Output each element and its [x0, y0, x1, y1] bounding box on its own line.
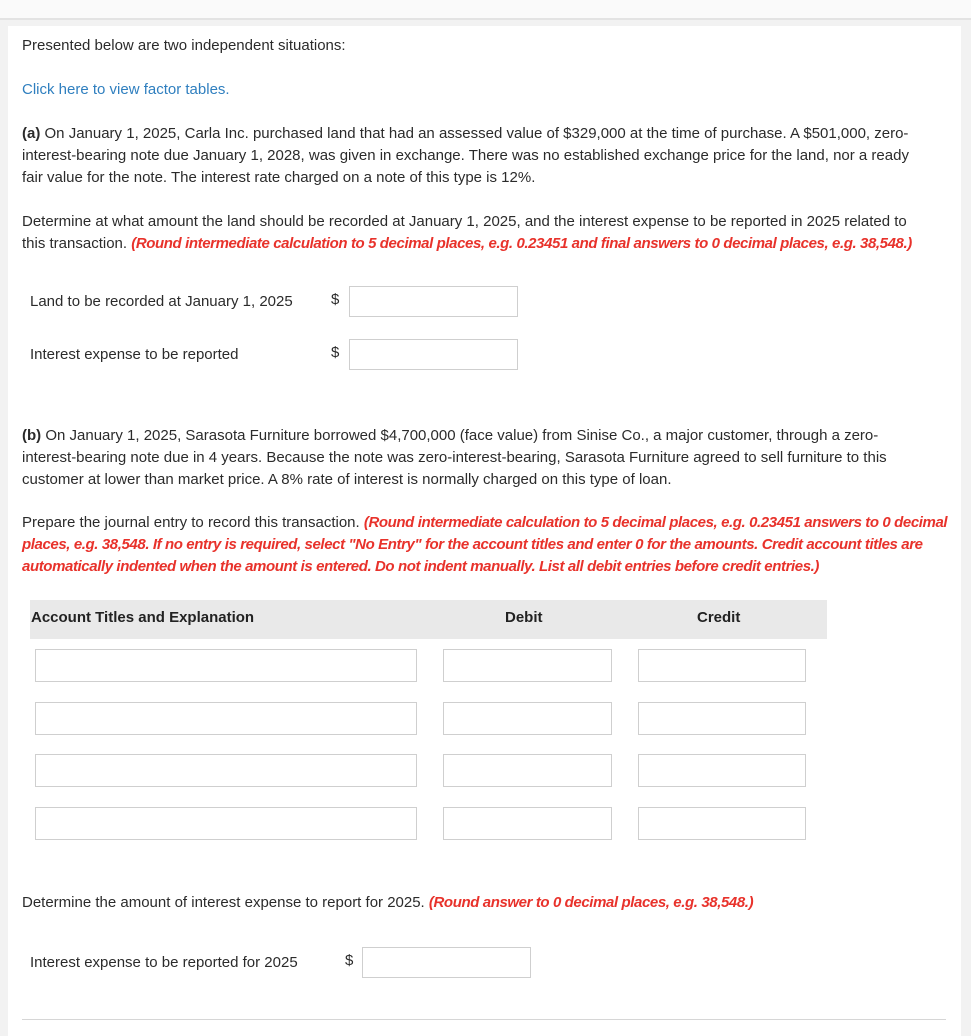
part-b-line2: interest-bearing note due in 4 years. Because the note was zero-interest-bearing, Sarasota Furniture agreed to sell furniture to this	[22, 449, 887, 466]
part-a-line2: interest-bearing note due January 1, 2028, was given in exchange. There was no established exchange price for the land, nor a ready	[22, 147, 909, 164]
interest-2025-input[interactable]	[362, 947, 531, 978]
debit-input-4[interactable]	[443, 807, 612, 840]
credit-input-1[interactable]	[638, 649, 806, 682]
part-b-instruction-line1: (Round intermediate calculation to 5 decimal places, e.g. 0.23451 answers to 0 decimal	[363, 514, 948, 531]
part-a-description	[22, 123, 952, 189]
credit-input-4[interactable]	[638, 807, 806, 840]
part-a-question-line1: Determine at what amount the land should be recorded at January 1, 2025, and the interest expense to be reported in 2025 related to	[22, 213, 907, 230]
credit-input-3[interactable]	[638, 754, 806, 787]
journal-entry-prompt: Prepare the journal entry to record this transaction.	[22, 514, 360, 531]
interest-expense-label: Interest expense to be reported	[30, 346, 239, 363]
debit-input-3[interactable]	[443, 754, 612, 787]
credit-header: Credit	[697, 609, 741, 626]
interest-2025-instruction: (Round answer to 0 decimal places, e.g. 38,548.)	[428, 894, 754, 911]
part-b-line3: customer at lower than market price. A 8% rate of interest is normally charged on this type of loan.	[22, 471, 672, 488]
part-b-label: (b)	[22, 427, 42, 444]
part-a-line3: fair value for the note. The interest rate charged on a note of this type is 12%.	[22, 169, 536, 186]
interest-2025-dollar-sign: $	[345, 952, 354, 969]
account-title-input-3[interactable]	[35, 754, 417, 787]
part-a-instruction: (Round intermediate calculation to 5 decimal places, e.g. 0.23451 and final answers to 0 decimal places, e.g. 38,548.)	[131, 235, 912, 252]
interest-2025-prompt: Determine the amount of interest expense to report for 2025.	[22, 894, 425, 911]
debit-input-1[interactable]	[443, 649, 612, 682]
debit-input-2[interactable]	[443, 702, 612, 735]
interest-2025-question	[22, 892, 957, 914]
credit-input-2[interactable]	[638, 702, 806, 735]
debit-header: Debit	[505, 609, 543, 626]
interest-dollar-sign: $	[331, 344, 340, 361]
interest-2025-label: Interest expense to be reported for 2025	[30, 954, 298, 971]
part-b-line1: On January 1, 2025, Sarasota Furniture borrowed $4,700,000 (face value) from Sinise Co., a major customer, through a zero-	[45, 427, 879, 444]
land-recorded-input[interactable]	[349, 286, 518, 317]
part-b-description	[22, 425, 952, 491]
account-titles-header: Account Titles and Explanation	[31, 609, 255, 626]
interest-expense-input[interactable]	[349, 339, 518, 370]
part-b-instruction-line2: places, e.g. 38,548. If no entry is required, select "No Entry" for the account titles and enter 0 for the amounts. Credit account titles are	[22, 536, 923, 553]
account-title-input-4[interactable]	[35, 807, 417, 840]
account-title-input-1[interactable]	[35, 649, 417, 682]
question-card	[8, 26, 961, 1036]
intro-text: Presented below are two independent situations:	[22, 37, 346, 54]
bottom-divider	[22, 1019, 946, 1020]
part-b-prompt	[22, 512, 957, 578]
account-title-input-2[interactable]	[35, 702, 417, 735]
part-a-question-line2: this transaction.	[22, 235, 128, 252]
top-bar	[0, 0, 971, 20]
part-a-label: (a)	[22, 125, 41, 142]
part-a-line1: On January 1, 2025, Carla Inc. purchased land that had an assessed value of $329,000 at the time of purchase. A $501,000, zero-	[44, 125, 909, 142]
part-b-instruction-line3: automatically indented when the amount is entered. Do not indent manually. List all debit entries before credit entries.)	[22, 558, 820, 575]
land-recorded-label: Land to be recorded at January 1, 2025	[30, 293, 293, 310]
factor-tables-link[interactable]: Click here to view factor tables.	[22, 81, 230, 98]
part-a-question	[22, 211, 957, 255]
land-dollar-sign: $	[331, 291, 340, 308]
